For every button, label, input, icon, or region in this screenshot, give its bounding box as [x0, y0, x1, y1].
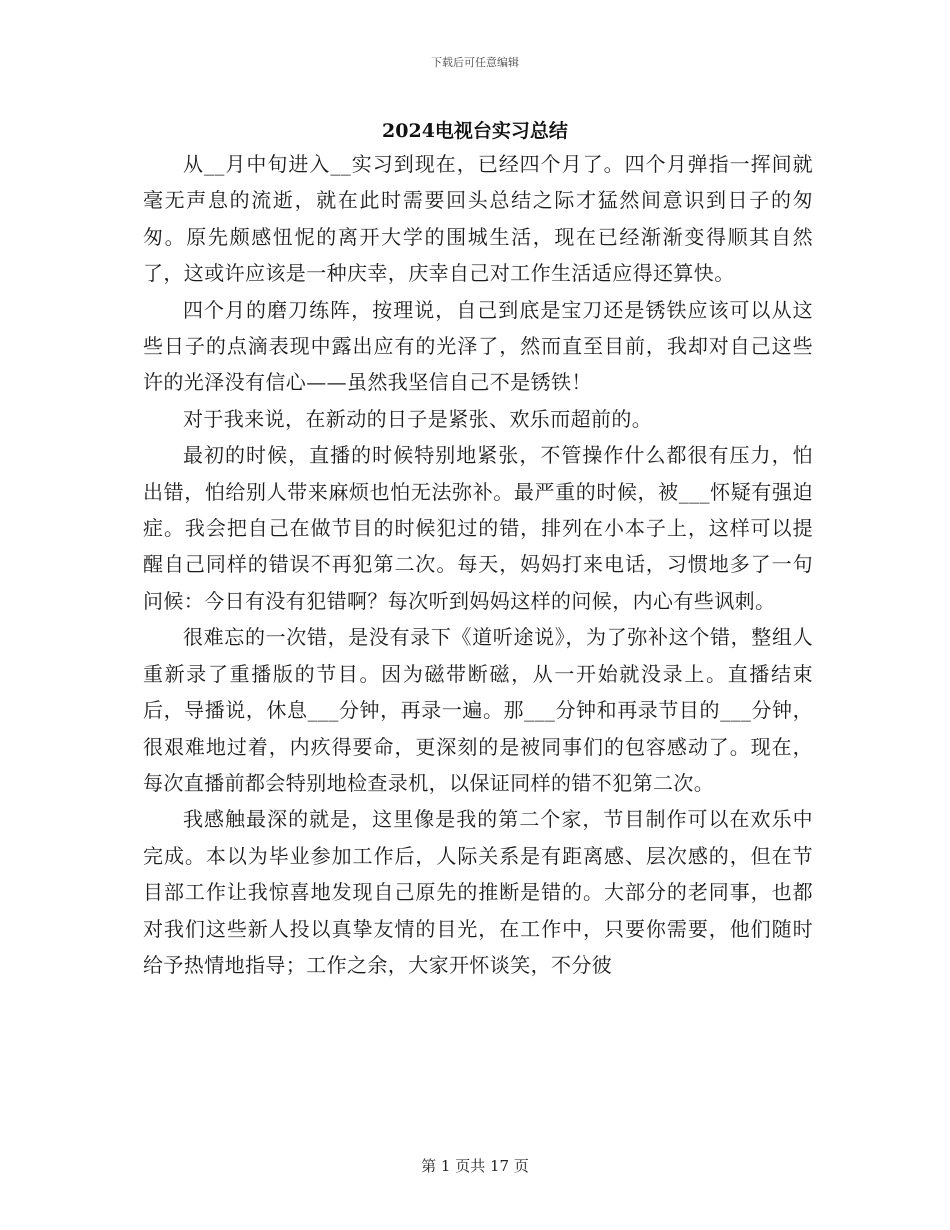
paragraph-6: 我感触最深的就是，这里像是我的第二个家，节目制作可以在欢乐中完成。本以为毕业参加工作后，人际关系是有距离感、层次感的，但在节目部工作让我惊喜地发现自己原先的推断是错的。大部分的老同事，也都对我们这些新人投以真挚友情的目光，在工作中，只要你需要，他们随时给予热情地指导；工作之余，大家开怀谈笑，不分彼 [143, 807, 813, 977]
paragraph-5: 很难忘的一次错，是没有录下《道听途说》，为了弥补这个错，整组人重新录了重播版的节目。因为磁带断磁，从一开始就没录上。直播结束后，导播说，休息___分钟，再录一遍。那___分钟和再录节目的___分钟，很艰难地过着，内疚得要命，更深刻的是被同事们的包容感动了。现在，每次直播前都会特别地检查录机，以保证同样的错不犯第二次。 [143, 625, 813, 795]
paragraph-3: 对于我来说，在新动的日子是紧张、欢乐而超前的。 [183, 406, 653, 431]
header-note: 下载后可任意编辑 [431, 56, 519, 69]
paragraph-2: 四个月的磨刀练阵，按理说，自己到底是宝刀还是锈铁应该可以从这些日子的点滴表现中露出应有的光泽了，然而直至目前，我却对自己这些许的光泽没有信心——虽然我坚信自己不是锈铁！ [143, 297, 813, 395]
paragraph-4: 最初的时候，直播的时候特别地紧张，不管操作什么都很有压力，怕出错，怕给别人带来麻烦也怕无法弥补。最严重的时候，被___怀疑有强迫症。我会把自己在做节目的时候犯过的错，排列在小本子上，这样可以提醒自己同样的错误不再犯第二次。每天，妈妈打来电话，习惯地多了一句问候：今日有没有犯错啊？每次听到妈妈这样的问候，内心有些讽刺。 [143, 443, 813, 613]
paragraph-1: 从__月中旬进入__实习到现在，已经四个月了。四个月弹指一挥间就毫无声息的流逝，就在此时需要回头总结之际才猛然间意识到日子的匆匆。原先颇感忸怩的离开大学的围城生活，现在已经渐渐变得顺其自然了，这或许应该是一种庆幸，庆幸自己对工作生活适应得还算快。 [143, 152, 813, 286]
page-footer: 第 1 页共 17 页 [421, 1157, 529, 1175]
document-title: 2024电视台实习总结 [382, 120, 568, 142]
document-body [143, 146, 813, 983]
